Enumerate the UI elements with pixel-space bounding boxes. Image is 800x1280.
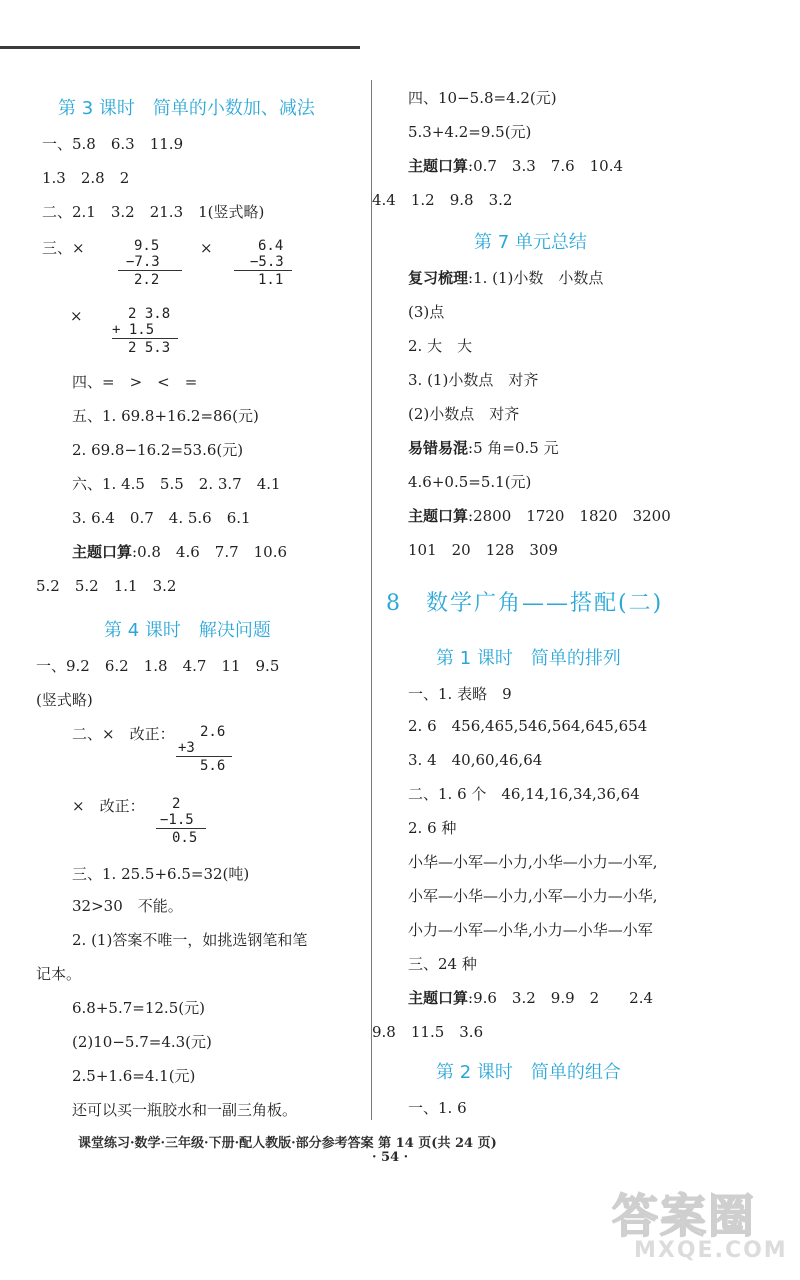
section-title-lesson-8-2: 第 2 课时 简单的组合 (436, 1062, 621, 1083)
vertical-calc-operand: −5.3 (250, 254, 284, 270)
answer-line: 还可以买一瓶胶水和一副三角板。 (72, 1101, 298, 1119)
answer-line: 小力—小军—小华,小力—小华—小军 (408, 921, 653, 939)
answer-line (408, 268, 603, 288)
vertical-calc-operand: −1.5 (160, 812, 194, 828)
answer-line: 3. 6.4 0.7 4. 5.6 6.1 (72, 509, 251, 527)
answer-line: 32>30 不能。 (72, 897, 183, 915)
answer-line: 2. (1)答案不唯一，如挑选钢笔和笔 (72, 931, 308, 949)
answer-line: 二、× 改正： (72, 725, 175, 743)
answer-values: :1. (1)小数 小数点 (468, 269, 604, 287)
answer-line: 2. 69.8−16.2=53.6(元) (72, 441, 244, 459)
vertical-calc-result: 0.5 (172, 830, 198, 846)
answer-line: 三、24 种 (408, 955, 477, 973)
answer-line: 2. 6 456,465,546,564,645,654 (408, 717, 648, 735)
answer-line: 二、1. 6 个 46,14,16,34,36,64 (408, 785, 640, 803)
answer-line: (2)小数点 对齐 (408, 405, 520, 423)
answer-line: (3)点 (408, 303, 445, 321)
answer-values: :5 角=0.5 元 (468, 439, 559, 457)
vertical-calc-top: 2 3.8 (128, 306, 171, 322)
answer-line (408, 156, 623, 176)
watermark-url: MXQE.COM (634, 1238, 788, 1263)
answer-line: 二、2.1 3.2 21.3 1(竖式略) (42, 203, 265, 221)
answer-line: 3. (1)小数点 对齐 (408, 371, 539, 389)
answer-line: (竖式略) (36, 691, 93, 709)
vertical-calc-result: 2.2 (134, 272, 160, 288)
answer-line: 六、1. 4.5 5.5 2. 3.7 4.1 (72, 475, 281, 493)
section-title-unit-7-summary: 第 7 单元总结 (474, 232, 587, 253)
answer-line: 2. 6 种 (408, 819, 457, 837)
answer-line: 101 20 128 309 (408, 541, 558, 559)
answer-line: 一、5.8 6.3 11.9 (42, 135, 184, 153)
vertical-calc-top: 9.5 (134, 238, 160, 254)
wrong-mark: × (70, 307, 83, 325)
answer-values: :9.6 3.2 9.9 2 2.4 (468, 989, 654, 1007)
answer-line: 小华—小军—小力,小华—小力—小军, (408, 853, 658, 871)
label-topic-mental-math: 主题口算 (72, 543, 133, 561)
answer-line: 4.4 1.2 9.8 3.2 (372, 191, 513, 209)
answer-line: 三、× (42, 239, 85, 257)
answer-line: 2.5+1.6=4.1(元) (72, 1067, 196, 1085)
wrong-mark: × (200, 239, 213, 257)
answer-line: 5.3+4.2=9.5(元) (408, 123, 532, 141)
vertical-calc-top: 2 (172, 796, 181, 812)
answer-line: 三、1. 25.5+6.5=32(吨) (72, 865, 250, 883)
answer-line: 1.3 2.8 2 (42, 169, 130, 187)
column-divider (371, 80, 372, 1120)
label-topic-mental-math: 主题口算 (408, 157, 469, 175)
answer-line: 一、9.2 6.2 1.8 4.7 11 9.5 (36, 657, 280, 675)
vertical-calc-result: 1.1 (258, 272, 284, 288)
answer-line (408, 988, 653, 1008)
page-footer: 课堂练习·数学·三年级·下册·配人教版·部分参考答案 第 14 页(共 24 页) (78, 1136, 497, 1151)
answer-line (72, 542, 287, 562)
page-number: · 54 · (372, 1150, 409, 1165)
vertical-calc-operand: +3 (178, 740, 195, 756)
top-rule (0, 46, 360, 49)
answer-line: 5.2 5.2 1.1 3.2 (36, 577, 177, 595)
answer-line (408, 506, 671, 526)
label-topic-mental-math: 主题口算 (408, 507, 469, 525)
vertical-calc-top: 6.4 (258, 238, 284, 254)
section-title-lesson-4: 第 4 课时 解决问题 (104, 620, 271, 641)
answer-line: 记本。 (36, 965, 82, 983)
answer-values: :0.7 3.3 7.6 10.4 (468, 157, 624, 175)
answer-line: 一、1. 6 (408, 1099, 467, 1117)
answer-values: :2800 1720 1820 3200 (468, 507, 671, 525)
answer-line (408, 438, 559, 458)
answer-line: 2. 大 大 (408, 337, 473, 355)
vertical-calc-result: 5.6 (200, 758, 226, 774)
answer-line: 6.8+5.7=12.5(元) (72, 999, 205, 1017)
section-title-lesson-8-1: 第 1 课时 简单的排列 (436, 648, 621, 669)
answer-line: 一、1. 表略 9 (408, 685, 512, 703)
section-title-lesson-3: 第 3 课时 简单的小数加、减法 (58, 98, 315, 119)
answer-line: (2)10−5.7=4.3(元) (72, 1033, 212, 1051)
answer-values: :0.8 4.6 7.7 10.6 (132, 543, 288, 561)
label-review: 复习梳理 (408, 269, 469, 287)
label-common-mistakes: 易错易混 (408, 439, 469, 457)
answer-line: 五、1. 69.8+16.2=86(元) (72, 407, 259, 425)
vertical-calc-operand: + 1.5 (112, 322, 155, 338)
answer-line: 9.8 11.5 3.6 (372, 1023, 484, 1041)
answer-line: 四、= > < = (72, 373, 198, 391)
answer-line: 四、10−5.8=4.2(元) (408, 89, 557, 107)
vertical-calc-result: 2 5.3 (128, 340, 171, 356)
answer-line: 小军—小华—小力,小军—小力—小华, (408, 887, 658, 905)
answer-line: 3. 4 40,60,46,64 (408, 751, 543, 769)
watermark-logo (612, 1180, 792, 1270)
label-topic-mental-math: 主题口算 (408, 989, 469, 1007)
answer-line: × 改正： (72, 797, 145, 815)
vertical-calc-top: 2.6 (200, 724, 226, 740)
chapter-title-8: 8 数学广角——搭配(二) (386, 591, 664, 616)
watermark-text: 答案圈 (612, 1189, 756, 1243)
vertical-calc-operand: −7.3 (126, 254, 160, 270)
answer-line: 4.6+0.5=5.1(元) (408, 473, 532, 491)
